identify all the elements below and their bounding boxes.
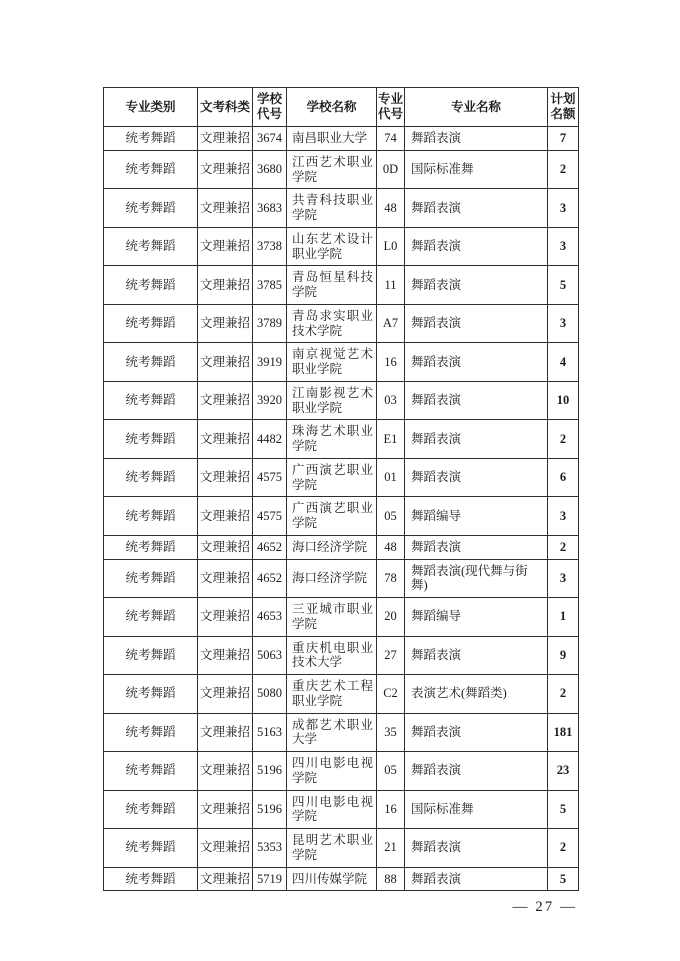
cell-school_name: 南京视觉艺术职业学院: [287, 343, 377, 382]
cell-school_name: 青岛求实职业技术学院: [287, 304, 377, 343]
cell-category: 统考舞蹈: [104, 150, 198, 189]
cell-major_name: 舞蹈表演: [405, 420, 548, 459]
cell-major_code: 21: [377, 829, 405, 868]
table-body: [104, 127, 579, 891]
cell-quota: 2: [548, 829, 579, 868]
cell-major_code: 11: [377, 266, 405, 305]
cell-major_name: 舞蹈表演: [405, 227, 548, 266]
cell-subject: 文理兼招: [198, 420, 253, 459]
cell-school_code: 4575: [253, 497, 287, 536]
cell-subject: 文理兼招: [198, 713, 253, 752]
cell-subject: 文理兼招: [198, 189, 253, 228]
cell-quota: 2: [548, 150, 579, 189]
cell-quota: 6: [548, 458, 579, 497]
cell-school_name: 四川传媒学院: [287, 867, 377, 891]
cell-quota: 3: [548, 304, 579, 343]
cell-quota: 3: [548, 559, 579, 598]
cell-quota: 2: [548, 420, 579, 459]
cell-major_code: 48: [377, 535, 405, 559]
cell-category: 统考舞蹈: [104, 381, 198, 420]
cell-category: 统考舞蹈: [104, 343, 198, 382]
cell-subject: 文理兼招: [198, 458, 253, 497]
cell-category: 统考舞蹈: [104, 675, 198, 714]
cell-school_code: 4575: [253, 458, 287, 497]
page-number: — 27 —: [512, 899, 577, 915]
cell-major_name: 舞蹈表演: [405, 458, 548, 497]
cell-school_code: 5163: [253, 713, 287, 752]
cell-major_name: 舞蹈表演: [405, 636, 548, 675]
cell-quota: 1: [548, 598, 579, 637]
cell-quota: 3: [548, 227, 579, 266]
cell-quota: 2: [548, 535, 579, 559]
cell-subject: 文理兼招: [198, 867, 253, 891]
cell-major_code: 05: [377, 497, 405, 536]
cell-major_name: 国际标准舞: [405, 150, 548, 189]
cell-category: 统考舞蹈: [104, 829, 198, 868]
cell-major_code: 01: [377, 458, 405, 497]
cell-category: 统考舞蹈: [104, 790, 198, 829]
column-header-school_code: 学校代号: [253, 88, 287, 127]
cell-category: 统考舞蹈: [104, 636, 198, 675]
cell-major_name: 舞蹈表演: [405, 189, 548, 228]
cell-school_code: 4652: [253, 559, 287, 598]
cell-quota: 4: [548, 343, 579, 382]
cell-major_code: 74: [377, 127, 405, 151]
cell-major_name: 舞蹈表演: [405, 752, 548, 791]
cell-major_code: 16: [377, 790, 405, 829]
cell-subject: 文理兼招: [198, 304, 253, 343]
column-header-category: 专业类别: [104, 88, 198, 127]
table-row: [104, 420, 579, 459]
table-row: [104, 559, 579, 598]
cell-school_name: 海口经济学院: [287, 559, 377, 598]
cell-major_name: 舞蹈编导: [405, 497, 548, 536]
cell-category: 统考舞蹈: [104, 867, 198, 891]
cell-quota: 9: [548, 636, 579, 675]
cell-school_name: 珠海艺术职业学院: [287, 420, 377, 459]
cell-subject: 文理兼招: [198, 127, 253, 151]
table-row: [104, 675, 579, 714]
cell-major_name: 舞蹈表演: [405, 127, 548, 151]
cell-school_code: 4652: [253, 535, 287, 559]
cell-quota: 181: [548, 713, 579, 752]
cell-school_code: 5196: [253, 752, 287, 791]
cell-major_name: 舞蹈表演: [405, 304, 548, 343]
cell-school_code: 5080: [253, 675, 287, 714]
cell-school_name: 四川电影电视学院: [287, 790, 377, 829]
column-header-school_name: 学校名称: [287, 88, 377, 127]
cell-school_name: 江南影视艺术职业学院: [287, 381, 377, 420]
cell-school_code: 5196: [253, 790, 287, 829]
cell-major_name: 舞蹈表演: [405, 713, 548, 752]
cell-category: 统考舞蹈: [104, 559, 198, 598]
cell-major_code: 16: [377, 343, 405, 382]
cell-category: 统考舞蹈: [104, 189, 198, 228]
cell-school_name: 南昌职业大学: [287, 127, 377, 151]
cell-subject: 文理兼招: [198, 636, 253, 675]
cell-subject: 文理兼招: [198, 675, 253, 714]
table-row: [104, 829, 579, 868]
cell-quota: 3: [548, 189, 579, 228]
cell-category: 统考舞蹈: [104, 127, 198, 151]
cell-major_code: 78: [377, 559, 405, 598]
cell-major_code: 48: [377, 189, 405, 228]
cell-school_name: 海口经济学院: [287, 535, 377, 559]
cell-major_code: 05: [377, 752, 405, 791]
cell-category: 统考舞蹈: [104, 713, 198, 752]
cell-school_name: 广西演艺职业学院: [287, 497, 377, 536]
cell-school_name: 成都艺术职业大学: [287, 713, 377, 752]
cell-school_code: 3738: [253, 227, 287, 266]
cell-subject: 文理兼招: [198, 266, 253, 305]
cell-major_code: 88: [377, 867, 405, 891]
table-row: [104, 189, 579, 228]
cell-subject: 文理兼招: [198, 535, 253, 559]
cell-major_name: 舞蹈表演: [405, 266, 548, 305]
table-row: [104, 381, 579, 420]
cell-school_name: 江西艺术职业学院: [287, 150, 377, 189]
cell-school_name: 重庆艺术工程职业学院: [287, 675, 377, 714]
cell-quota: 3: [548, 497, 579, 536]
cell-major_code: 35: [377, 713, 405, 752]
cell-major_name: 舞蹈表演: [405, 343, 548, 382]
cell-subject: 文理兼招: [198, 598, 253, 637]
admissions-table: [103, 87, 579, 891]
cell-major_code: 20: [377, 598, 405, 637]
cell-school_code: 5063: [253, 636, 287, 675]
cell-category: 统考舞蹈: [104, 752, 198, 791]
cell-major_code: 0D: [377, 150, 405, 189]
column-header-subject: 文考科类: [198, 88, 253, 127]
table-row: [104, 713, 579, 752]
column-header-major_code: 专业代号: [377, 88, 405, 127]
cell-major_name: 舞蹈表演: [405, 535, 548, 559]
cell-major_name: 舞蹈表演(现代舞与街舞): [405, 559, 548, 598]
cell-category: 统考舞蹈: [104, 497, 198, 536]
cell-subject: 文理兼招: [198, 790, 253, 829]
cell-school_code: 3920: [253, 381, 287, 420]
cell-quota: 5: [548, 867, 579, 891]
cell-subject: 文理兼招: [198, 829, 253, 868]
cell-category: 统考舞蹈: [104, 535, 198, 559]
table-row: [104, 867, 579, 891]
cell-school_code: 3789: [253, 304, 287, 343]
cell-school_code: 3683: [253, 189, 287, 228]
cell-major_name: 舞蹈表演: [405, 867, 548, 891]
cell-school_name: 山东艺术设计职业学院: [287, 227, 377, 266]
cell-subject: 文理兼招: [198, 150, 253, 189]
cell-school_code: 3919: [253, 343, 287, 382]
cell-subject: 文理兼招: [198, 752, 253, 791]
cell-quota: 5: [548, 790, 579, 829]
cell-major_name: 国际标准舞: [405, 790, 548, 829]
cell-quota: 2: [548, 675, 579, 714]
cell-school_name: 共青科技职业学院: [287, 189, 377, 228]
table-row: [104, 304, 579, 343]
cell-subject: 文理兼招: [198, 343, 253, 382]
cell-major_name: 舞蹈编导: [405, 598, 548, 637]
table-row: [104, 343, 579, 382]
cell-school_code: 5719: [253, 867, 287, 891]
cell-major_code: 03: [377, 381, 405, 420]
cell-category: 统考舞蹈: [104, 598, 198, 637]
table-row: [104, 790, 579, 829]
cell-subject: 文理兼招: [198, 381, 253, 420]
cell-category: 统考舞蹈: [104, 227, 198, 266]
cell-school_code: 3674: [253, 127, 287, 151]
cell-category: 统考舞蹈: [104, 304, 198, 343]
cell-school_code: 5353: [253, 829, 287, 868]
table-row: [104, 127, 579, 151]
column-header-major_name: 专业名称: [405, 88, 548, 127]
table-row: [104, 227, 579, 266]
cell-category: 统考舞蹈: [104, 458, 198, 497]
header-row: [104, 88, 579, 127]
cell-school_name: 重庆机电职业技术大学: [287, 636, 377, 675]
cell-major_name: 舞蹈表演: [405, 381, 548, 420]
cell-major_name: 舞蹈表演: [405, 829, 548, 868]
cell-school_name: 四川电影电视学院: [287, 752, 377, 791]
cell-school_code: 4482: [253, 420, 287, 459]
cell-quota: 5: [548, 266, 579, 305]
cell-category: 统考舞蹈: [104, 420, 198, 459]
cell-category: 统考舞蹈: [104, 266, 198, 305]
cell-major_code: C2: [377, 675, 405, 714]
cell-school_code: 3785: [253, 266, 287, 305]
cell-school_code: 3680: [253, 150, 287, 189]
table-row: [104, 458, 579, 497]
table-row: [104, 150, 579, 189]
cell-school_name: 青岛恒星科技学院: [287, 266, 377, 305]
cell-major_name: 表演艺术(舞蹈类): [405, 675, 548, 714]
cell-major_code: 27: [377, 636, 405, 675]
cell-school_name: 昆明艺术职业学院: [287, 829, 377, 868]
table-row: [104, 636, 579, 675]
cell-school_name: 三亚城市职业学院: [287, 598, 377, 637]
table-row: [104, 497, 579, 536]
table-row: [104, 752, 579, 791]
cell-quota: 23: [548, 752, 579, 791]
cell-subject: 文理兼招: [198, 227, 253, 266]
cell-major_code: A7: [377, 304, 405, 343]
cell-quota: 10: [548, 381, 579, 420]
cell-school_code: 4653: [253, 598, 287, 637]
cell-quota: 7: [548, 127, 579, 151]
table-row: [104, 535, 579, 559]
cell-subject: 文理兼招: [198, 559, 253, 598]
cell-school_name: 广西演艺职业学院: [287, 458, 377, 497]
table-row: [104, 598, 579, 637]
table-row: [104, 266, 579, 305]
cell-major_code: L0: [377, 227, 405, 266]
cell-subject: 文理兼招: [198, 497, 253, 536]
column-header-quota: 计划名额: [548, 88, 579, 127]
cell-major_code: E1: [377, 420, 405, 459]
